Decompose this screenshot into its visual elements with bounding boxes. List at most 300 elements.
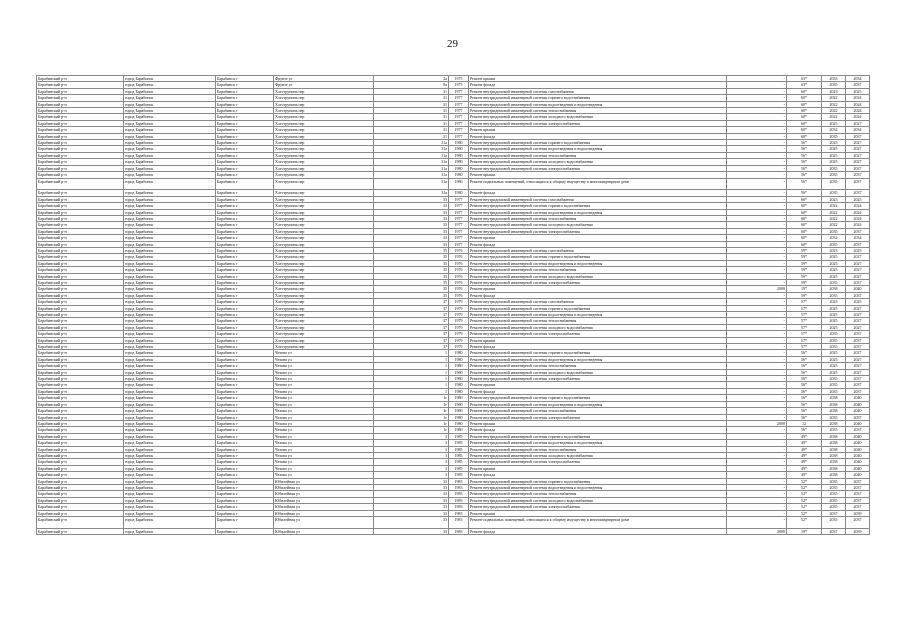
cell-plan-end: 2027 <box>846 350 870 356</box>
cell-plan-end: 2039 <box>846 510 870 516</box>
cell-district: Барабинский р-н <box>37 491 124 497</box>
cell-street: Чехова ул <box>274 363 374 369</box>
cell-settlement: город Барабинск <box>124 120 216 126</box>
cell-locality: Барабинск г <box>216 318 274 324</box>
cell-work-type: Ремонт внутридомовой инженерной системы теплоснабжения <box>469 408 727 414</box>
cell-locality: Барабинск г <box>216 337 274 343</box>
cell-work-type: Ремонт внутридомовой инженерной системы водоотведения и водоотведения <box>469 209 727 215</box>
cell-settlement: город Барабинск <box>124 260 216 266</box>
cell-settlement: город Барабинск <box>124 369 216 375</box>
cell-build-year: 1977 <box>449 209 469 215</box>
cell-street: Хлеструпина пер <box>274 292 374 298</box>
cell-wear: 56* <box>787 376 822 382</box>
cell-build-year: 1977 <box>449 101 469 107</box>
cell-locality: Барабинск г <box>216 510 274 516</box>
cell-locality: Барабинск г <box>216 108 274 114</box>
cell-plan-end: 2040 <box>846 420 870 426</box>
cell-work-type: Ремонт внутридомовой инженерной системы теплоснабжения <box>469 318 727 324</box>
cell-street: Хлеструпина пер <box>274 318 374 324</box>
cell-house-number: 33 <box>374 497 449 503</box>
cell-district: Барабинский р-н <box>37 152 124 158</box>
cell-work-type: Ремонт крыши <box>469 420 727 426</box>
cell-last-repair-year: - <box>727 318 787 324</box>
cell-street: Чехова ул <box>274 369 374 375</box>
cell-locality: Барабинск г <box>216 478 274 484</box>
cell-settlement: город Барабинск <box>124 382 216 388</box>
cell-wear: 57* <box>787 318 822 324</box>
cell-last-repair-year: - <box>727 491 787 497</box>
cell-settlement: город Барабинск <box>124 222 216 228</box>
cell-district: Барабинский р-н <box>37 452 124 458</box>
cell-settlement: город Барабинск <box>124 82 216 88</box>
cell-last-repair-year: - <box>727 222 787 228</box>
cell-locality: Барабинск г <box>216 305 274 311</box>
cell-last-repair-year: - <box>727 267 787 273</box>
cell-locality: Барабинск г <box>216 465 274 471</box>
cell-last-repair-year: - <box>727 241 787 247</box>
cell-street: Фрунзе ул <box>274 76 374 82</box>
cell-street: Юбилейная ул <box>274 510 374 516</box>
cell-settlement: город Барабинск <box>124 420 216 426</box>
cell-house-number: 33 <box>374 517 449 529</box>
cell-settlement: город Барабинск <box>124 133 216 139</box>
cell-plan-end: 2027 <box>846 146 870 152</box>
cell-last-repair-year: - <box>727 401 787 407</box>
cell-wear: 12 <box>787 420 822 426</box>
cell-settlement: город Барабинск <box>124 190 216 196</box>
cell-district: Барабинский р-н <box>37 140 124 146</box>
cell-work-type: Ремонт крыши <box>469 76 727 82</box>
cell-last-repair-year: - <box>727 427 787 433</box>
cell-work-type: Ремонт фасада <box>469 190 727 196</box>
cell-work-type: Ремонт внутридомовой инженерной системы теплоснабжения <box>469 446 727 452</box>
cell-wear: 57* <box>787 331 822 337</box>
page-number: 29 <box>447 38 458 50</box>
cell-street: Хлеструпина пер <box>274 286 374 292</box>
cell-settlement: город Барабинск <box>124 388 216 394</box>
cell-wear: 52* <box>787 484 822 490</box>
cell-street: Хлеструпина пер <box>274 337 374 343</box>
cell-last-repair-year: - <box>727 247 787 253</box>
cell-street: Чехова ул <box>274 459 374 465</box>
cell-locality: Барабинск г <box>216 95 274 101</box>
cell-plan-end: 2040 <box>846 408 870 414</box>
cell-street: Хлеструпина пер <box>274 152 374 158</box>
cell-street: Хлеструпина пер <box>274 159 374 165</box>
cell-house-number: 33 <box>374 235 449 241</box>
cell-wear: 57* <box>787 299 822 305</box>
cell-wear: 56* <box>787 140 822 146</box>
cell-plan-end: 2037 <box>846 241 870 247</box>
cell-build-year: 1983 <box>449 528 469 534</box>
cell-wear: 52* <box>787 517 822 529</box>
cell-locality: Барабинск г <box>216 350 274 356</box>
cell-plan-start: 2035 <box>822 497 846 503</box>
cell-house-number: 33 <box>374 196 449 202</box>
cell-plan-end: 2037 <box>846 228 870 234</box>
cell-plan-start: 2038 <box>822 465 846 471</box>
cell-work-type: Ремонт внутридомовой инженерной системы водоотведения и водоотведения <box>469 146 727 152</box>
cell-house-number: 33 <box>374 504 449 510</box>
cell-street: Хлеструпина пер <box>274 305 374 311</box>
cell-locality: Барабинск г <box>216 114 274 120</box>
cell-house-number: 31 <box>374 108 449 114</box>
cell-settlement: город Барабинск <box>124 88 216 94</box>
cell-work-type: Ремонт подвальных помещений, относящихся к общему имуществу в многоквартирном доме <box>469 517 727 529</box>
cell-locality: Барабинск г <box>216 408 274 414</box>
cell-last-repair-year: - <box>727 497 787 503</box>
cell-plan-end: 2037 <box>846 414 870 420</box>
cell-settlement: город Барабинск <box>124 484 216 490</box>
cell-work-type: Ремонт внутридомовой инженерной системы холодного водоснабжения <box>469 452 727 458</box>
cell-settlement: город Барабинск <box>124 172 216 178</box>
cell-locality: Барабинск г <box>216 420 274 426</box>
cell-locality: Барабинск г <box>216 260 274 266</box>
cell-plan-start: 2035 <box>822 382 846 388</box>
cell-plan-end: 2027 <box>846 254 870 260</box>
cell-street: Юбилейная ул <box>274 528 374 534</box>
cell-plan-start: 2023 <box>822 196 846 202</box>
cell-locality: Барабинск г <box>216 312 274 318</box>
cell-wear: 59* <box>787 273 822 279</box>
cell-district: Барабинский р-н <box>37 133 124 139</box>
cell-build-year: 1980 <box>449 376 469 382</box>
cell-settlement: город Барабинск <box>124 478 216 484</box>
cell-plan-end: 2027 <box>846 267 870 273</box>
cell-district: Барабинский р-н <box>37 395 124 401</box>
cell-build-year: 1979 <box>449 331 469 337</box>
cell-work-type: Ремонт внутридомовой инженерной системы газоснабжения <box>469 247 727 253</box>
cell-wear: 57* <box>787 344 822 350</box>
cell-locality: Барабинск г <box>216 369 274 375</box>
cell-build-year: 1977 <box>449 215 469 221</box>
cell-settlement: город Барабинск <box>124 273 216 279</box>
cell-build-year: 1980 <box>449 369 469 375</box>
cell-district: Барабинский р-н <box>37 159 124 165</box>
cell-work-type: Ремонт внутридомовой инженерной системы горячего водоснабжения <box>469 140 727 146</box>
cell-plan-start: 2022 <box>822 95 846 101</box>
cell-street: Хлеструпина пер <box>274 203 374 209</box>
cell-district: Барабинский р-н <box>37 172 124 178</box>
cell-plan-end: 2037 <box>846 337 870 343</box>
cell-build-year: 1980 <box>449 152 469 158</box>
cell-district: Барабинский р-н <box>37 196 124 202</box>
cell-wear: 60* <box>787 127 822 133</box>
cell-work-type: Ремонт внутридомовой инженерной системы холодного водоснабжения <box>469 159 727 165</box>
cell-street: Хлеструпина пер <box>274 247 374 253</box>
cell-district: Барабинский р-н <box>37 299 124 305</box>
cell-house-number: 1 <box>374 369 449 375</box>
cell-build-year: 1977 <box>449 203 469 209</box>
cell-plan-start: 2025 <box>822 305 846 311</box>
cell-plan-start: 2023 <box>822 299 846 305</box>
cell-wear: 56* <box>787 350 822 356</box>
cell-plan-end: 2027 <box>846 120 870 126</box>
cell-work-type: Ремонт внутридомовой инженерной системы горячего водоснабжения <box>469 95 727 101</box>
cell-plan-start: 2022 <box>822 209 846 215</box>
cell-plan-end: 2037 <box>846 388 870 394</box>
cell-work-type: Ремонт фасада <box>469 528 727 534</box>
cell-locality: Барабинск г <box>216 140 274 146</box>
cell-district: Барабинский р-н <box>37 465 124 471</box>
cell-locality: Барабинск г <box>216 133 274 139</box>
cell-locality: Барабинск г <box>216 388 274 394</box>
cell-plan-start: 2035 <box>822 491 846 497</box>
cell-street: Хлеструпина пер <box>274 133 374 139</box>
cell-locality: Барабинск г <box>216 299 274 305</box>
cell-plan-end: 2040 <box>846 433 870 439</box>
cell-house-number: 1г <box>374 395 449 401</box>
cell-house-number: 1 <box>374 363 449 369</box>
cell-locality: Барабинск г <box>216 472 274 478</box>
cell-last-repair-year: - <box>727 382 787 388</box>
cell-house-number: 1 <box>374 376 449 382</box>
cell-street: Чехова ул <box>274 446 374 452</box>
cell-settlement: город Барабинск <box>124 459 216 465</box>
cell-plan-start: 2037 <box>822 528 846 534</box>
cell-locality: Барабинск г <box>216 120 274 126</box>
cell-house-number: 33 <box>374 491 449 497</box>
cell-district: Барабинский р-н <box>37 350 124 356</box>
cell-street: Хлеструпина пер <box>274 241 374 247</box>
cell-work-type: Ремонт фасада <box>469 292 727 298</box>
cell-plan-end: 2037 <box>846 82 870 88</box>
cell-last-repair-year: - <box>727 312 787 318</box>
cell-house-number: 1 <box>374 350 449 356</box>
cell-settlement: город Барабинск <box>124 95 216 101</box>
cell-wear: 56* <box>787 369 822 375</box>
cell-plan-start: 2035 <box>822 279 846 285</box>
cell-work-type: Ремонт внутридомовой инженерной системы электроснабжения <box>469 459 727 465</box>
cell-wear: 56* <box>787 178 822 190</box>
cell-build-year: 1985 <box>449 433 469 439</box>
cell-plan-end: 2027 <box>846 305 870 311</box>
cell-locality: Барабинск г <box>216 356 274 362</box>
cell-plan-start: 2025 <box>822 324 846 330</box>
cell-house-number: 33 <box>374 228 449 234</box>
cell-work-type: Ремонт фасада <box>469 82 727 88</box>
cell-house-number: 31 <box>374 120 449 126</box>
cell-house-number: 1 <box>374 388 449 394</box>
cell-plan-start: 2035 <box>822 190 846 196</box>
cell-plan-start: 2025 <box>822 159 846 165</box>
cell-plan-end: 2025 <box>846 88 870 94</box>
cell-plan-start: 2038 <box>822 286 846 292</box>
cell-wear: 19* <box>787 528 822 534</box>
cell-plan-end: 2039 <box>846 528 870 534</box>
cell-work-type: Ремонт внутридомовой инженерной системы водоотведения и водоотведения <box>469 440 727 446</box>
cell-last-repair-year: - <box>727 299 787 305</box>
cell-district: Барабинский р-н <box>37 528 124 534</box>
cell-plan-start: 2032 <box>822 235 846 241</box>
cell-house-number: 35 <box>374 254 449 260</box>
cell-district: Барабинский р-н <box>37 279 124 285</box>
cell-plan-end: 2037 <box>846 172 870 178</box>
cell-build-year: 1980 <box>449 178 469 190</box>
cell-work-type: Ремонт внутридомовой инженерной системы электроснабжения <box>469 504 727 510</box>
cell-district: Барабинский р-н <box>37 446 124 452</box>
cell-locality: Барабинск г <box>216 528 274 534</box>
cell-plan-start: 2037 <box>822 510 846 516</box>
cell-settlement: город Барабинск <box>124 440 216 446</box>
cell-settlement: город Барабинск <box>124 528 216 534</box>
cell-settlement: город Барабинск <box>124 203 216 209</box>
cell-district: Барабинский р-н <box>37 305 124 311</box>
cell-district: Барабинский р-н <box>37 497 124 503</box>
cell-plan-end: 2040 <box>846 395 870 401</box>
cell-locality: Барабинск г <box>216 267 274 273</box>
cell-build-year: 1985 <box>449 446 469 452</box>
cell-locality: Барабинск г <box>216 247 274 253</box>
cell-wear: 60* <box>787 241 822 247</box>
cell-build-year: 1977 <box>449 88 469 94</box>
cell-work-type: Ремонт фасада <box>469 388 727 394</box>
cell-wear: 49* <box>787 459 822 465</box>
cell-wear: 59* <box>787 279 822 285</box>
cell-locality: Барабинск г <box>216 82 274 88</box>
cell-plan-start: 2035 <box>822 478 846 484</box>
cell-house-number: 31 <box>374 88 449 94</box>
cell-build-year: 1979 <box>449 337 469 343</box>
cell-house-number: 3 <box>374 472 449 478</box>
cell-wear: 56* <box>787 165 822 171</box>
cell-district: Барабинский р-н <box>37 433 124 439</box>
cell-district: Барабинский р-н <box>37 273 124 279</box>
cell-district: Барабинский р-н <box>37 108 124 114</box>
cell-settlement: город Барабинск <box>124 146 216 152</box>
cell-house-number: 1г <box>374 427 449 433</box>
cell-plan-start: 2022 <box>822 101 846 107</box>
cell-build-year: 1985 <box>449 440 469 446</box>
cell-work-type: Ремонт внутридомовой инженерной системы водоотведения и водоотведения <box>469 101 727 107</box>
cell-street: Хлеструпина пер <box>274 165 374 171</box>
cell-street: Хлеструпина пер <box>274 228 374 234</box>
cell-work-type: Ремонт фасада <box>469 133 727 139</box>
cell-wear: 56* <box>787 427 822 433</box>
cell-street: Чехова ул <box>274 433 374 439</box>
cell-work-type: Ремонт внутридомовой инженерной системы холодного водоснабжения <box>469 369 727 375</box>
cell-street: Хлеструпина пер <box>274 95 374 101</box>
cell-work-type: Ремонт внутридомовой инженерной системы горячего водоснабжения <box>469 305 727 311</box>
cell-build-year: 1980 <box>449 363 469 369</box>
cell-house-number: 1г <box>374 401 449 407</box>
cell-house-number: 3 <box>374 446 449 452</box>
cell-settlement: город Барабинск <box>124 433 216 439</box>
cell-district: Барабинский р-н <box>37 286 124 292</box>
cell-build-year: 1980 <box>449 401 469 407</box>
cell-build-year: 1979 <box>449 344 469 350</box>
cell-build-year: 1980 <box>449 395 469 401</box>
cell-work-type: Ремонт внутридомовой инженерной системы электроснабжения <box>469 414 727 420</box>
cell-last-repair-year: 2008 <box>727 420 787 426</box>
cell-wear: 49* <box>787 452 822 458</box>
cell-street: Хлеструпина пер <box>274 101 374 107</box>
cell-settlement: город Барабинск <box>124 292 216 298</box>
cell-wear: 49* <box>787 446 822 452</box>
cell-plan-end: 2040 <box>846 286 870 292</box>
cell-build-year: 1983 <box>449 510 469 516</box>
cell-last-repair-year: - <box>727 254 787 260</box>
cell-wear: 52* <box>787 478 822 484</box>
cell-settlement: город Барабинск <box>124 414 216 420</box>
cell-plan-start: 2038 <box>822 446 846 452</box>
cell-district: Барабинский р-н <box>37 247 124 253</box>
cell-house-number: 33 <box>374 222 449 228</box>
cell-district: Барабинский р-н <box>37 215 124 221</box>
cell-street: Хлеструпина пер <box>274 196 374 202</box>
cell-plan-end: 2040 <box>846 472 870 478</box>
cell-settlement: город Барабинск <box>124 165 216 171</box>
cell-house-number: 35 <box>374 292 449 298</box>
cell-plan-end: 2027 <box>846 318 870 324</box>
cell-build-year: 1976 <box>449 247 469 253</box>
cell-plan-end: 2027 <box>846 159 870 165</box>
cell-wear: 52* <box>787 497 822 503</box>
cell-wear: 60* <box>787 215 822 221</box>
cell-plan-end: 2037 <box>846 279 870 285</box>
cell-locality: Барабинск г <box>216 273 274 279</box>
cell-house-number: 31 <box>374 95 449 101</box>
cell-last-repair-year: - <box>727 337 787 343</box>
cell-locality: Барабинск г <box>216 159 274 165</box>
cell-house-number: 3 <box>374 459 449 465</box>
cell-work-type: Ремонт внутридомовой инженерной системы теплоснабжения <box>469 108 727 114</box>
cell-plan-end: 2027 <box>846 312 870 318</box>
cell-house-number: 3 <box>374 452 449 458</box>
cell-wear: 56* <box>787 395 822 401</box>
cell-plan-start: 2035 <box>822 517 846 529</box>
cell-house-number: 37 <box>374 324 449 330</box>
cell-last-repair-year: - <box>727 459 787 465</box>
cell-plan-end: 2027 <box>846 152 870 158</box>
cell-plan-start: 2035 <box>822 504 846 510</box>
cell-plan-start: 2022 <box>822 215 846 221</box>
cell-district: Барабинский р-н <box>37 260 124 266</box>
cell-locality: Барабинск г <box>216 165 274 171</box>
cell-settlement: город Барабинск <box>124 299 216 305</box>
cell-district: Барабинский р-н <box>37 484 124 490</box>
cell-street: Чехова ул <box>274 408 374 414</box>
cell-street: Чехова ул <box>274 388 374 394</box>
cell-build-year: 1983 <box>449 497 469 503</box>
cell-house-number: 37 <box>374 299 449 305</box>
cell-settlement: город Барабинск <box>124 196 216 202</box>
cell-last-repair-year: - <box>727 152 787 158</box>
cell-work-type: Ремонт внутридомовой инженерной системы горячего водоснабжения <box>469 395 727 401</box>
cell-plan-end: 2027 <box>846 273 870 279</box>
cell-plan-end: 2037 <box>846 478 870 484</box>
cell-build-year: 1980 <box>449 159 469 165</box>
cell-settlement: город Барабинск <box>124 324 216 330</box>
cell-street: Хлеструпина пер <box>274 222 374 228</box>
cell-street: Хлеструпина пер <box>274 88 374 94</box>
cell-plan-end: 2024 <box>846 95 870 101</box>
cell-wear: 60* <box>787 120 822 126</box>
cell-plan-end: 2027 <box>846 260 870 266</box>
cell-plan-start: 2035 <box>822 427 846 433</box>
cell-district: Барабинский р-н <box>37 356 124 362</box>
cell-plan-start: 2035 <box>822 82 846 88</box>
cell-plan-start: 2038 <box>822 459 846 465</box>
cell-last-repair-year: - <box>727 395 787 401</box>
cell-work-type: Ремонт внутридомовой инженерной системы водоотведения и водоотведения <box>469 260 727 266</box>
cell-settlement: город Барабинск <box>124 101 216 107</box>
cell-house-number: 31а <box>374 140 449 146</box>
cell-plan-start: 2035 <box>822 165 846 171</box>
cell-plan-end: 2037 <box>846 484 870 490</box>
cell-plan-end: 2027 <box>846 356 870 362</box>
cell-street: Чехова ул <box>274 440 374 446</box>
